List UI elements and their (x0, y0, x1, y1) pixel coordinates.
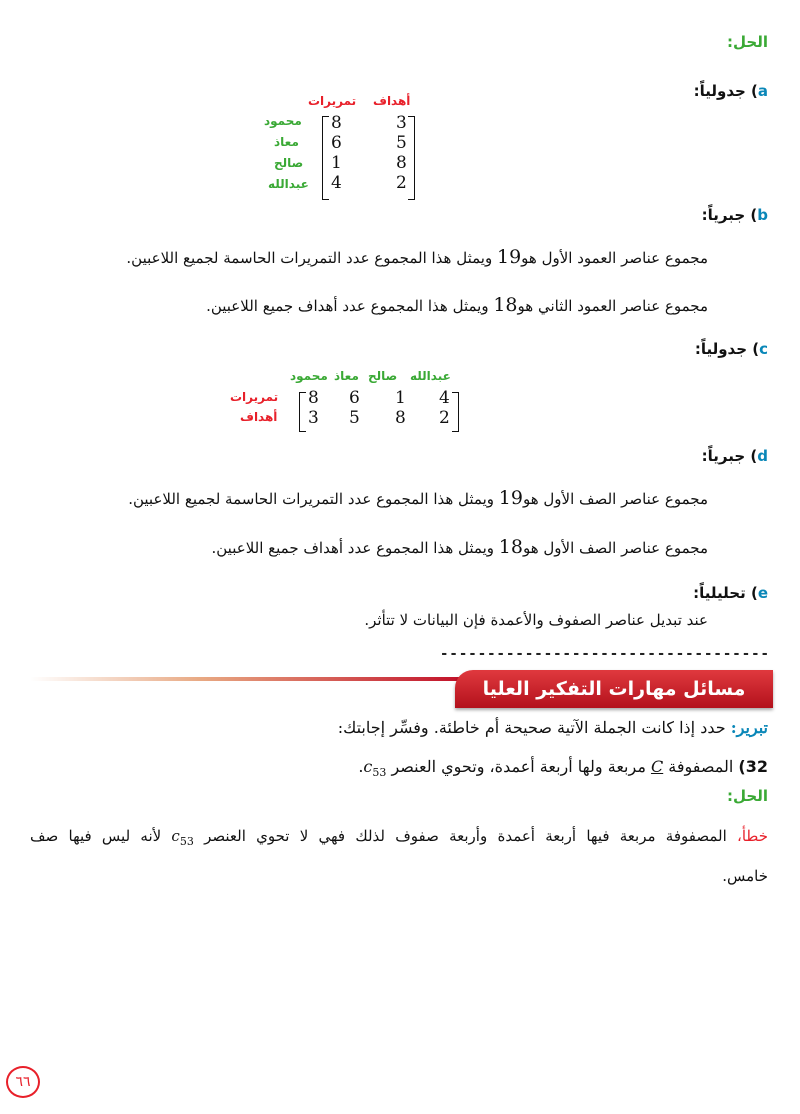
matrix-cell: 8 (396, 153, 407, 173)
right-bracket (452, 392, 459, 432)
part-title: جدولياً: (694, 340, 748, 358)
left-bracket (322, 116, 329, 200)
part-e-heading: e) تحليلياً: (693, 584, 768, 602)
col-label-goals: أهداف (373, 94, 411, 108)
col-label: محمود (290, 369, 328, 383)
text-line: مجموع عناصر العمود الأول هو19 ويمثل هذا المجموع عدد التمريرات الحاسمة لجميع اللاعبين. (126, 246, 708, 268)
col-label: معاذ (334, 369, 359, 383)
matrix-variable: C (650, 757, 664, 776)
col-label-passes: تمريرات (308, 94, 357, 108)
part-letter: b (757, 206, 768, 224)
justify-prompt: تبرير: حدد إذا كانت الجملة الآتية صحيحة أم خاطئة. وفسِّر إجابتك: (337, 718, 768, 737)
matrix-cell: 2 (396, 173, 407, 193)
matrix-cell: 3 (308, 408, 319, 428)
matrix-cell: 8 (308, 388, 319, 408)
row-label: معاذ (274, 135, 299, 149)
matrix-cell: 6 (349, 388, 360, 408)
matrix-cell: 5 (396, 133, 407, 153)
right-bracket (408, 116, 415, 200)
matrix-stats-by-players (220, 365, 480, 435)
part-title: تحليلياً: (693, 584, 746, 602)
part-d-heading: d) جبرياً: (701, 447, 768, 465)
justify-label: تبرير: (730, 718, 768, 737)
text-line: مجموع عناصر العمود الثاني هو18 ويمثل هذا المجموع عدد أهداف جميع اللاعبين. (206, 294, 708, 316)
text-line: مجموع عناصر الصف الأول هو19 ويمثل هذا المجموع عدد التمريرات الحاسمة لجميع اللاعبين. (128, 487, 708, 509)
row-label: صالح (274, 156, 304, 170)
matrix-cell: 8 (395, 408, 406, 428)
matrix-players-by-stats (240, 90, 440, 205)
matrix-cell: 2 (439, 408, 450, 428)
answer-line-2: خامس. (722, 867, 768, 885)
matrix-cell: 1 (395, 388, 406, 408)
question-32: 32) المصفوفة C مربعة ولها أربعة أعمدة، وتحوي العنصر $c_{53}$. (358, 757, 768, 780)
part-b-heading: b) جبرياً: (701, 206, 768, 224)
matrix-cell: 3 (396, 113, 407, 133)
part-title: جبرياً: (701, 447, 746, 465)
solution-heading-2: الحل: (727, 787, 768, 805)
section-banner: مسائل مهارات التفكير العليا (455, 670, 773, 708)
row-label: عبدالله (268, 177, 309, 191)
matrix-cell: 8 (331, 113, 342, 133)
part-title: جبرياً: (701, 206, 746, 224)
part-letter: c (759, 340, 768, 358)
matrix-cell: 6 (331, 133, 342, 153)
part-a-heading: a) جدولياً: (693, 82, 768, 100)
text-line: عند تبديل عناصر الصفوف والأعمدة فإن البيانات لا تتأثر. (364, 611, 708, 629)
col-label: عبدالله (410, 369, 451, 383)
part-letter: e (757, 584, 768, 602)
page-number: ٦٦ (6, 1066, 40, 1098)
matrix-cell: 4 (439, 388, 450, 408)
part-letter: d (757, 447, 768, 465)
part-letter: a (757, 82, 768, 100)
left-bracket (299, 392, 306, 432)
answer-line-1: خطأ، المصفوفة مربعة فيها أربعة أعمدة وأربعة صفوف لذلك فهي لا تحوي العنصر $c_{53}$ لأنه ليس فيها صف (30, 827, 768, 848)
row-label: محمود (264, 114, 302, 128)
question-number: 32) (738, 757, 768, 776)
wrong-label: خطأ، (737, 827, 768, 845)
row-label: تمريرات (230, 390, 279, 404)
part-title: جدولياً: (693, 82, 746, 100)
col-label: صالح (368, 369, 398, 383)
row-label: أهداف (240, 410, 278, 424)
matrix-cell: 5 (349, 408, 360, 428)
text-line: مجموع عناصر الصف الأول هو18 ويمثل هذا المجموع عدد أهداف جميع اللاعبين. (211, 536, 708, 558)
solution-heading: الحل: (727, 33, 768, 51)
matrix-cell: 1 (331, 153, 342, 173)
banner-rule (30, 677, 460, 681)
dashed-separator: ----------------------------------- (439, 646, 770, 662)
part-c-heading: c) جدولياً: (694, 340, 768, 358)
matrix-cell: 4 (331, 173, 342, 193)
